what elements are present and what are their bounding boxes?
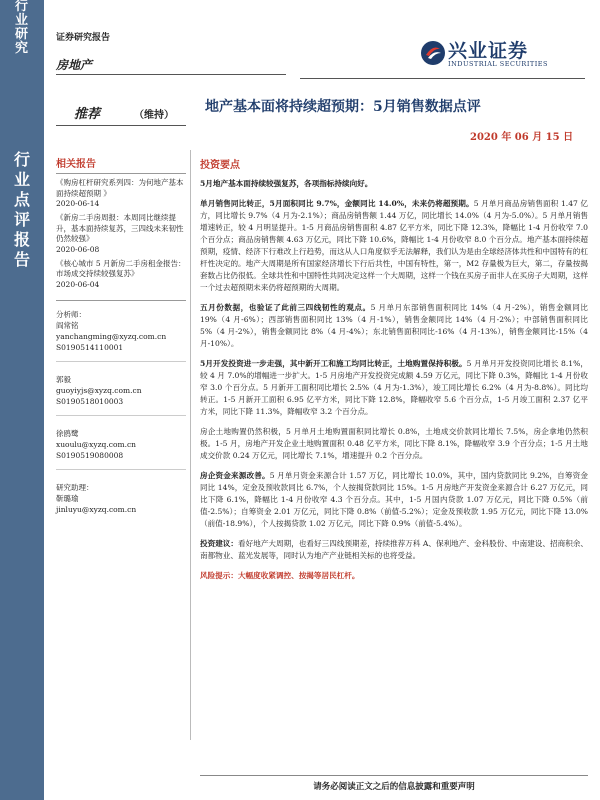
related-report-item[interactable] bbox=[56, 213, 186, 255]
sidebar-top-label bbox=[0, 0, 44, 62]
report-date: 2020 年 06 月 15 日 bbox=[470, 132, 574, 143]
paragraph-regional bbox=[200, 302, 588, 350]
paragraph-body: 5 月单月东部销售面积同比 14%（4 月-2%），销售金额同比 19%（4 月-6%）；西部销售面积同比 13%（4 月-1%），销售金额同比 14%（4 月-2%）；中部销售面积同比 5%（4 月-2%），销售金额同比 8%（4 月-4%）；东北销售面积同比-16%（4 月-13%），销售金额同比-15%（4 月-10%）。 bbox=[200, 303, 589, 348]
analyst-card bbox=[56, 309, 186, 362]
sidebar-top-char: 业 bbox=[14, 13, 29, 28]
related-report-text[interactable]: 《购房杠杆研究系列四：为何地产基本面持续超预期 》 bbox=[56, 178, 184, 198]
risk-text: 大幅度收紧调控、按揭等居民杠杆。 bbox=[237, 571, 360, 580]
rating-label: 推荐 bbox=[74, 107, 101, 122]
sidebar-char: 行 bbox=[13, 150, 30, 169]
paragraph-funding bbox=[200, 470, 588, 530]
logo-subtext: INDUSTRIAL SECURITIES bbox=[448, 60, 548, 68]
analyst-card bbox=[56, 482, 186, 523]
related-report-item[interactable] bbox=[56, 178, 186, 209]
analyst-email[interactable]: jinluyu@xyzq.com.cn bbox=[56, 504, 137, 514]
paragraph-lead: 房企资金来源改善。 bbox=[200, 471, 270, 480]
sidebar-char: 业 bbox=[13, 170, 30, 189]
logo-mark-icon bbox=[420, 40, 446, 66]
paragraph-lead: 5月开发投资进一步走强，其中新开工和施工均同比转正，土地购置保持积极。 bbox=[200, 359, 467, 368]
paragraph-body: 看好地产大周期，也看好三四线预期差，持续推荐万科 A、保利地产、金科股份、中南建设、招商积余、南都物业、蓝光发展等，同时认为地产产业链相关标的也将受益。 bbox=[200, 539, 588, 560]
related-report-date: 2020-06-14 bbox=[56, 199, 100, 208]
main-content bbox=[200, 160, 588, 590]
rating-divider bbox=[56, 125, 186, 126]
footer-disclaimer: 请务必阅读正文之后的信息披露和重要声明 bbox=[313, 782, 475, 792]
analyst-email[interactable]: xuoulu@xyzq.com.cn bbox=[56, 439, 136, 449]
paragraph-body: 房企土地购置仍然积极，5 月单月土地购置面积同比增长 0.8%，土地成交价款同比增长 7.5%，房企拿地仍然积极。1-5 月，房地产开发企业土地购置面积 0.48 亿平方米，同比下降 8.1%，降幅收窄 3.9 个百分点；1-5 月土地成交价款 0.24 万亿元，同比增长 7.1%，增速提升 0.2 个百分点。 bbox=[200, 427, 588, 460]
footer-divider bbox=[200, 775, 588, 776]
report-title: 地产基本面将持续超预期：5月销售数据点评 bbox=[205, 99, 481, 115]
paragraph-lead: 单月销售同比转正，5月面积同比 9.7%，金额同比 14.0%，未来仍将超预期。 bbox=[200, 199, 474, 208]
risk-label: 风险提示： bbox=[200, 571, 238, 580]
analyst-email[interactable]: yanchangming@xyzq.com.cn bbox=[56, 331, 167, 341]
related-report-text[interactable]: 《新房二手房周报：本周同比继续提升，基本面持续复苏，三四线未来韧性仍然较强》 bbox=[56, 213, 184, 243]
analyst-email[interactable]: guoyiyjs@xyzq.com.cn bbox=[56, 385, 142, 395]
analyst-role: 分析师： bbox=[56, 309, 86, 319]
left-column bbox=[56, 155, 186, 535]
sidebar-char: 报 bbox=[13, 230, 30, 249]
rating-note: （维持） bbox=[134, 110, 174, 121]
paragraph-land bbox=[200, 426, 588, 462]
sidebar-report-type bbox=[0, 150, 44, 270]
section-title: 投资要点 bbox=[200, 160, 240, 171]
sidebar-top-char: 研 bbox=[14, 27, 29, 42]
paragraph-body: 5 月单月资金来源合计 1.57 万亿，同比增长 10.0%，其中，国内贷款同比 9.2%，自筹资金同比 14%，定金及预收款同比 6.7%，个人按揭贷款同比 15%。1-5 月房地产开发资金来源合计 6.27 万亿元，同比下降 6.1%，降幅比 1-4 月份收窄 4.3 个百分点。其中，1-5 月国内贷款 1.07 万亿元，同比下降 0.5%（前值-2.5%）；自筹资金 2.01 万亿元，同比下降 0.8%（前值-5.2%）；定金及预收款 1.95 万亿元，同比下降 13.0%（前值-18.9%），个人按揭贷款 1.02 万亿元，同比下降 0.9%（前值-5.4%）。 bbox=[200, 471, 588, 528]
sector-label: 房地产 bbox=[56, 58, 93, 72]
sidebar-top-char: 行 bbox=[14, 0, 29, 14]
sidebar-char: 点 bbox=[13, 190, 30, 209]
header-divider bbox=[56, 74, 286, 75]
related-report-date: 2020-06-08 bbox=[56, 244, 100, 254]
intro-text: 5月地产基本面持续较强复苏，各项指标持续向好。 bbox=[200, 179, 373, 188]
report-type-label: 证券研究报告 bbox=[56, 33, 111, 43]
analyst-card bbox=[56, 428, 186, 470]
sidebar bbox=[0, 0, 44, 800]
analyst-cert: S0190519080008 bbox=[56, 450, 124, 460]
paragraph-recommendation bbox=[200, 538, 588, 562]
intro-paragraph bbox=[200, 178, 588, 190]
paragraph-body: 5 月单月开发投资同比增长 8.1%，较 4 月 7.0%的增幅进一步扩大。1-5 月房地产开发投资完成额 4.59 万亿元，同比下降 0.3%，降幅比 1-4 月份收窄 3.0 个百分点。5 月新开工面积同比增长 2.5%（4 月为-1.3%），竣工同比增长 6.2%（4 月为-8.8%）。同比均转正。1-5 月新开工面积 6.95 亿平方米，同比下降 12.8%，降幅收窄 5.6 个百分点，1-5 月竣工面积 2.37 亿平方米，同比下降 11.3%，降幅收窄 3.2 个百分点。 bbox=[200, 359, 589, 416]
analyst-cert: S0190518010003 bbox=[56, 396, 124, 406]
header-divider bbox=[300, 78, 585, 79]
column-divider bbox=[190, 150, 191, 740]
analyst-name: 阎常铭 bbox=[56, 320, 79, 330]
paragraph-sales bbox=[200, 198, 588, 294]
analyst-name: 郭毅 bbox=[56, 374, 71, 384]
analyst-name: 徐鸥鹭 bbox=[56, 428, 79, 438]
analyst-name: 靳璐瑜 bbox=[56, 493, 79, 503]
analyst-card bbox=[56, 374, 186, 416]
paragraph-body: 5 月单月商品房销售面积 1.47 亿方，同比增长 9.7%（4 月为-2.1%）；商品房销售额 1.44 万亿，同比增长 14.0%（4 月为-5.0%）。5 月单月销售增速转正，较 4 月明显提升。1-5 月商品房销售面积 4.87 亿平方米，同比下降 12.3%，降幅比 1-4 月份收窄 7.0 个百分点；商品房销售额 4.63 万亿元，同比下降 10.6%，降幅比 1-4 月份收窄 8.0 个百分点。地产基本面持续超预期，疫情、经济下行难改上行趋势，而这从人口角度似乎无法解释，我们认为是由全球经济体共性和中国特有的杠杆性决定的。地产大周期是所有国家经济增长下行后共性，中国有特性，第一，M2 存量极为巨大，第二，存量按揭套数占比仍很低。全球共性和中国特性共同决定这样一个大周期，这样一个钱在买房子而非人在买房子大周期，这样一个过去超预期未来仍将超预期的大周期。 bbox=[200, 199, 588, 292]
sidebar-char: 评 bbox=[13, 210, 30, 229]
analyst-cert: S0190514110001 bbox=[56, 342, 124, 352]
sidebar-char: 告 bbox=[13, 250, 30, 269]
risk-note bbox=[200, 570, 588, 582]
related-report-text[interactable]: 《核心城市 5 月新房二手房租金报告：市场成交持续较强复苏》 bbox=[56, 258, 186, 278]
related-report-item[interactable] bbox=[56, 259, 186, 290]
analyst-list bbox=[56, 300, 186, 523]
logo-text: 兴业证券 bbox=[448, 40, 529, 62]
related-report-date: 2020-06-04 bbox=[56, 279, 100, 289]
paragraph-lead: 五月份数据，也验证了此前三四线韧性的观点。 bbox=[200, 303, 371, 312]
paragraph-investment bbox=[200, 358, 588, 418]
company-logo bbox=[420, 36, 580, 76]
sidebar-top-char: 究 bbox=[14, 41, 29, 56]
paragraph-lead: 投资建议： bbox=[200, 539, 239, 548]
analyst-role: 研究助理： bbox=[56, 482, 94, 492]
related-reports-title: 相关报告 bbox=[56, 155, 186, 174]
